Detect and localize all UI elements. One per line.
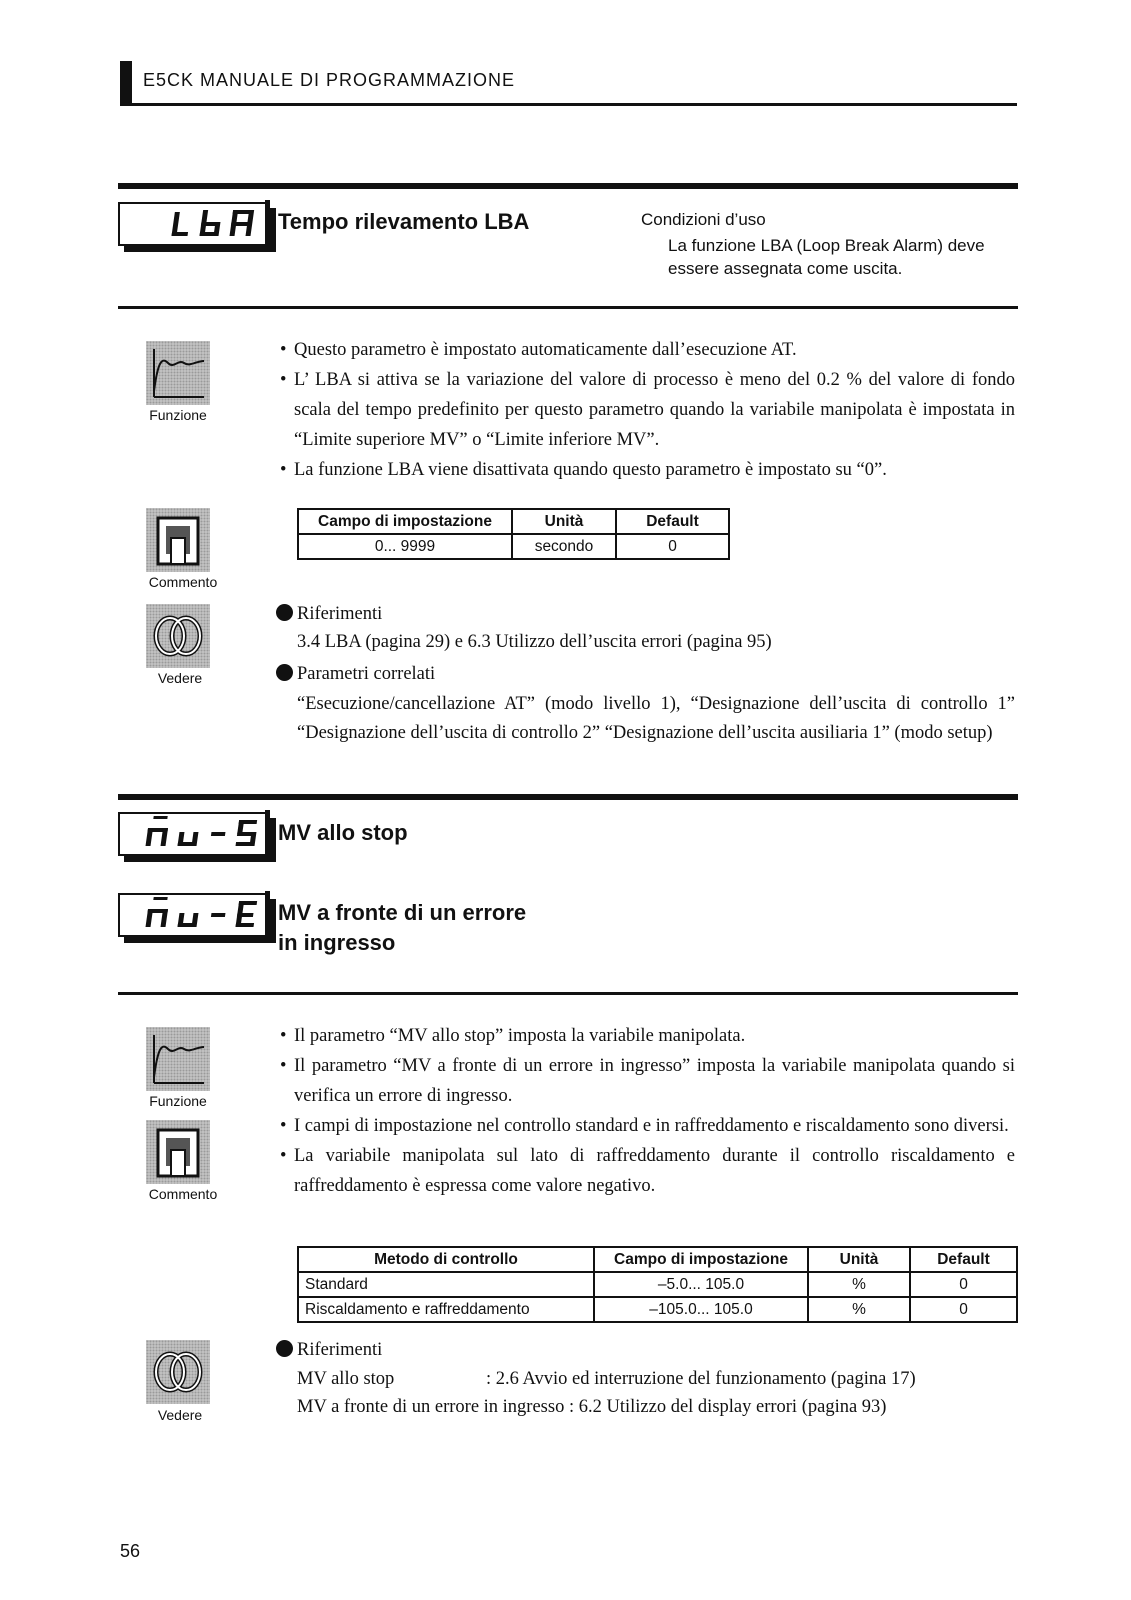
table-cell: 0 [910, 1272, 1017, 1297]
funzione-label: Funzione [149, 1093, 207, 1109]
bullet-list [280, 335, 1015, 485]
list-item: • I campi di impostazione nel controllo standard e in raffreddamento e riscaldamento sono diversi. [280, 1111, 1015, 1141]
list-item: • Questo parametro è impostato automaticamente dall’esecuzione AT. [280, 335, 1015, 365]
related-heading-text: Parametri correlati [297, 664, 436, 684]
table-header: Default [616, 509, 729, 534]
bullet-dot-icon [276, 664, 293, 681]
table-cell: –5.0... 105.0 [594, 1272, 808, 1297]
table-header: Metodo di controllo [298, 1247, 594, 1272]
table-cell: –105.0... 105.0 [594, 1297, 808, 1322]
table-row [298, 534, 729, 559]
table-header-row [298, 509, 729, 534]
table-cell: % [808, 1297, 910, 1322]
references-heading-text: Riferimenti [297, 604, 383, 624]
commento-icon [146, 1120, 210, 1184]
table-header: Default [910, 1247, 1017, 1272]
references-heading [276, 604, 382, 625]
seven-segment-mve-icon [120, 895, 268, 935]
funzione-icon [146, 341, 210, 405]
vedere-icon [146, 1340, 210, 1404]
vedere-label: Vedere [157, 1407, 203, 1423]
list-item: • L’ LBA si attiva se la variazione del valore di processo è meno del 0.2 % del valore di fondo scala del tempo predefinito per questo parametro quando la variabile manipolata è impostata in “Limite superiore MV” o “Limite inferiore MV”. [280, 365, 1015, 455]
commento-label: Commento [148, 1186, 218, 1202]
reference-label: MV allo stop [297, 1369, 395, 1389]
table-header: Unità [808, 1247, 910, 1272]
reference-text: : 6.2 Utilizzo del display errori (pagina 93) [568, 1397, 887, 1417]
funzione-label: Funzione [149, 407, 207, 423]
header-rule [120, 103, 1017, 106]
vedere-label: Vedere [157, 670, 203, 686]
table-header: Unità [512, 509, 616, 534]
vedere-icon [146, 604, 210, 668]
list-item: • La funzione LBA viene disattivata quando questo parametro è impostato su “0”. [280, 455, 1015, 485]
display-mv-s [118, 812, 270, 856]
table-cell: secondo [512, 534, 616, 559]
table-cell: Standard [298, 1272, 594, 1297]
title-marker [265, 810, 270, 856]
conditions-heading: Condizioni d’uso [641, 210, 766, 229]
section-title-line: MV a fronte di un errore [278, 900, 527, 925]
table-cell: 0 [616, 534, 729, 559]
list-item: • Il parametro “MV allo stop” imposta la variabile manipolata. [280, 1021, 1015, 1051]
table-row [298, 1297, 1017, 1322]
table-cell: 0... 9999 [298, 534, 512, 559]
commento-label: Commento [148, 574, 218, 590]
header-title: E5CK MANUALE DI PROGRAMMAZIONE [143, 70, 516, 90]
display-lba [118, 202, 270, 246]
related-text: “Esecuzione/cancellazione AT” (modo livello 1), “Designazione dell’uscita di controllo 1” “Designazione dell’uscita di controllo 2” “Designazione dell’uscita ausiliaria 1” (modo setup) [297, 694, 1015, 743]
section-rule [118, 794, 1018, 800]
reference-label: MV a fronte di un errore in ingresso [297, 1397, 565, 1417]
table-header-row [298, 1247, 1017, 1272]
seven-segment-lba-icon [120, 204, 268, 244]
table-row [298, 1272, 1017, 1297]
list-item: • Il parametro “MV a fronte di un errore in ingresso” imposta la variabile manipolata quando si verifica un errore di ingresso. [280, 1051, 1015, 1111]
bullet-dot-icon [276, 604, 293, 621]
table-cell: 0 [910, 1297, 1017, 1322]
header-marker [120, 61, 132, 105]
commento-icon [146, 508, 210, 572]
table-header: Campo di impostazione [298, 509, 512, 534]
references-heading [276, 1340, 382, 1361]
conditions-text: La funzione LBA (Loop Break Alarm) deve essere assegnata come uscita. [668, 236, 985, 278]
title-marker [265, 200, 270, 246]
section-title [278, 898, 526, 958]
page-number: 56 [120, 1541, 141, 1561]
bullet-list [280, 1021, 1015, 1201]
section-rule [118, 306, 1018, 309]
section-rule [118, 992, 1018, 995]
related-heading [276, 664, 435, 685]
section-rule [118, 183, 1018, 189]
section-title-line: in ingresso [278, 930, 396, 955]
reference-text: : 2.6 Avvio ed interruzione del funzionamento (pagina 17) [486, 1369, 916, 1389]
references-heading-text: Riferimenti [297, 1340, 383, 1360]
table-header: Campo di impostazione [594, 1247, 808, 1272]
settings-table [297, 1246, 1018, 1323]
title-marker [265, 891, 270, 937]
table-cell: % [808, 1272, 910, 1297]
section-title: MV allo stop [278, 820, 408, 845]
display-mv-e [118, 893, 270, 937]
settings-table [297, 508, 730, 560]
funzione-icon [146, 1027, 210, 1091]
bullet-dot-icon [276, 1340, 293, 1357]
seven-segment-mvs-icon [120, 814, 268, 854]
list-item: • La variabile manipolata sul lato di raffreddamento durante il controllo riscaldamento e raffreddamento è espressa come valore negativo. [280, 1141, 1015, 1201]
reference-item [297, 1397, 886, 1418]
references-text: 3.4 LBA (pagina 29) e 6.3 Utilizzo dell’uscita errori (pagina 95) [297, 632, 772, 652]
table-cell: Riscaldamento e raffreddamento [298, 1297, 594, 1322]
section-title: Tempo rilevamento LBA [278, 209, 530, 234]
